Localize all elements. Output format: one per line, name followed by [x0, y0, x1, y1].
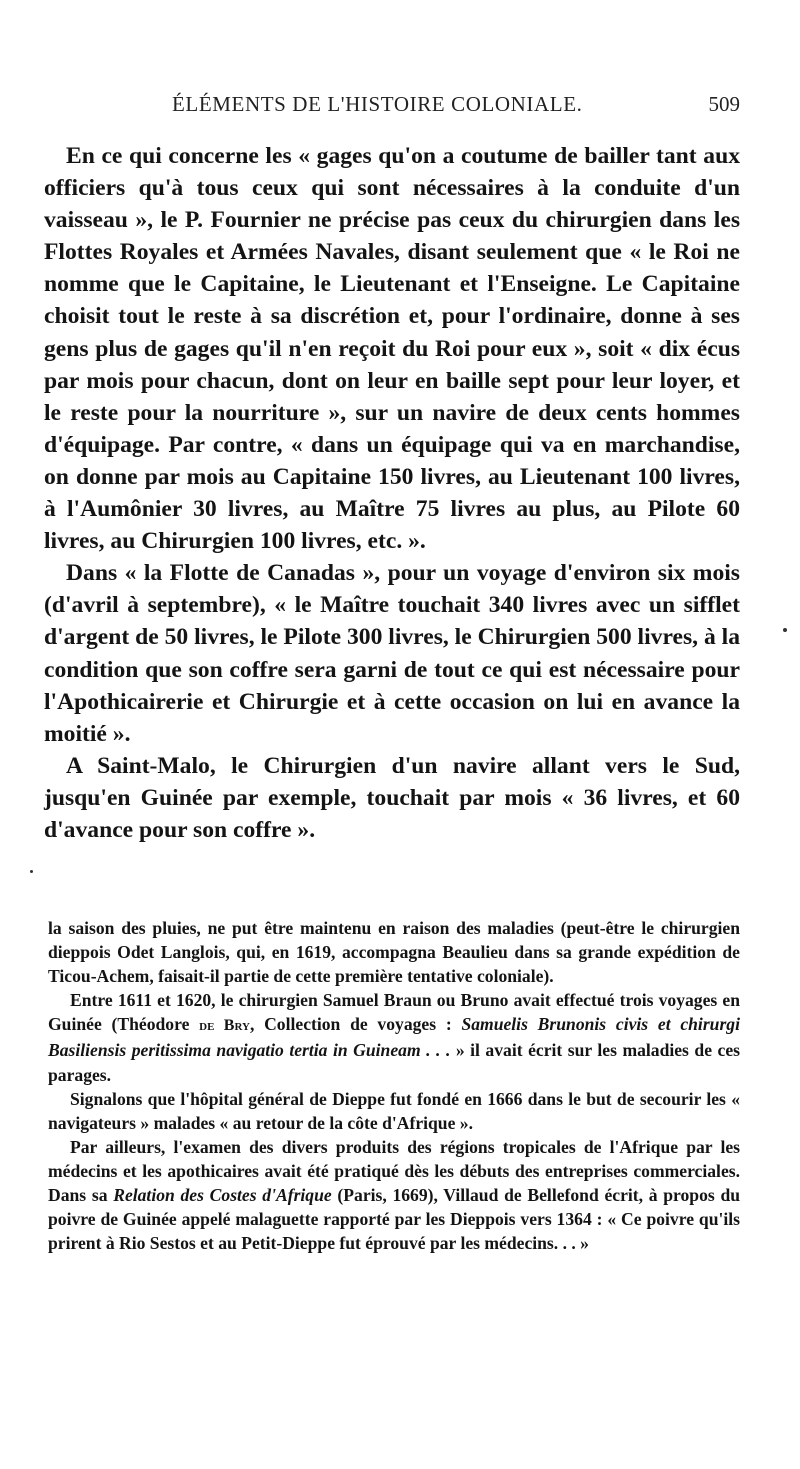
note-text: Par ailleurs, l'examen des divers produits des régions tropicales de l'Afrique par les médecins et les apothicaires avait été pratiqué dès les débuts des entreprises commerciales. Dans sa [48, 1136, 740, 1206]
paragraph-gages: En ce qui concerne les « gages qu'on a coutume de bailler tant aux officiers qu'à tous ceux qui sont nécessaires à la conduite d'un vaisseau », le P. Fournier ne précise pas ceux du chirurgien dans les Flottes Royales et Armées Navales, disant seulement que « le Roi ne nomme que le Capitaine, le Lieutenant et l'Enseigne. Le Capitaine choisit tout le reste à sa discrétion et, pour l'ordinaire, donne à ses gens plus de gages qu'il n'en reçoit du Roi pour eux », soit « dix écus par mois pour chacun, dont on leur en baille sept pour leur loyer, et le reste pour la nourriture », sur un navire de deux cents hommes d'équipage. Par contre, « dans un équipage qui va en marchandise, on donne par mois au Capitaine 150 livres, au Lieutenant 100 livres, à l'Aumônier 30 livres, au Maître 75 livres au plus, au Pilote 60 livres, au Chirurgien 100 livres, etc. ». [44, 143, 740, 555]
author-name: de Bry [199, 1017, 250, 1035]
latin-title: Samuelis Brunonis civis et chirurgi Basiliensis peritissima navigatio tertia in Guineam . . . [48, 1014, 740, 1061]
book-title: Relation des Costes d'Afrique [113, 1185, 332, 1206]
note-text: Entre 1611 et 1620, le chirurgien Samuel Braun ou Bruno avait effectué trois voyages en Guinée (Théodore [48, 990, 740, 1035]
running-title: ÉLÉMENTS DE L'HISTOIRE COLONIALE. [172, 92, 583, 116]
note-text: » il avait écrit sur les maladies de ces parages. [48, 1040, 740, 1085]
ink-speck [30, 870, 33, 873]
footnote-samuel-braun [48, 988, 740, 1086]
ink-speck [783, 628, 787, 632]
note-text: (Paris, 1669), Villaud de Bellefond écrit, à propos du poivre de Guinée appelé malaguette rapporté par les Dieppois vers 1364 : « Ce poivre qu'ils prirent à Rio Sestos et au Petit-Dieppe fut éprouvé par les médecins. . . » [48, 1185, 741, 1254]
note-text: , Collection de voyages : [249, 1014, 462, 1035]
page-number: 509 [708, 92, 740, 116]
paragraph-saint-malo: A Saint-Malo, le Chirurgien d'un navire allant vers le Sud, jusqu'en Guinée par exemple, touchait par mois « 36 livres, et 60 d'avance pour son coffre ». [44, 752, 740, 843]
footnotes [48, 916, 740, 1255]
footnote-produits-tropicaux [48, 1135, 740, 1255]
footnote-hopital-dieppe: Signalons que l'hôpital général de Dieppe fut fondé en 1666 dans le but de secourir les « navigateurs » malades « au retour de la côte d'Afrique ». [48, 1088, 740, 1133]
footnote-saison-pluies: la saison des pluies, ne put être maintenu en raison des maladies (peut-être le chirurgien dieppois Odet Langlois, qui, en 1619, accompagna Beaulieu dans sa grande expédition de Ticou-Achem, faisait-il partie de cette première tentative coloniale). [48, 918, 740, 987]
running-header [44, 92, 740, 122]
paragraph-flotte-canadas: Dans « la Flotte de Canadas », pour un voyage d'environ six mois (d'avril à septembre), « le Maître touchait 340 livres avec un sifflet d'argent de 50 livres, le Pilote 300 livres, le Chirurgien 500 livres, à la condition que son coffre sera garni de tout ce qui est nécessaire pour l'Apothicairerie et Chirurgie et à cette occasion on lui en avance la moitié ». [44, 560, 740, 747]
main-text [44, 140, 740, 846]
